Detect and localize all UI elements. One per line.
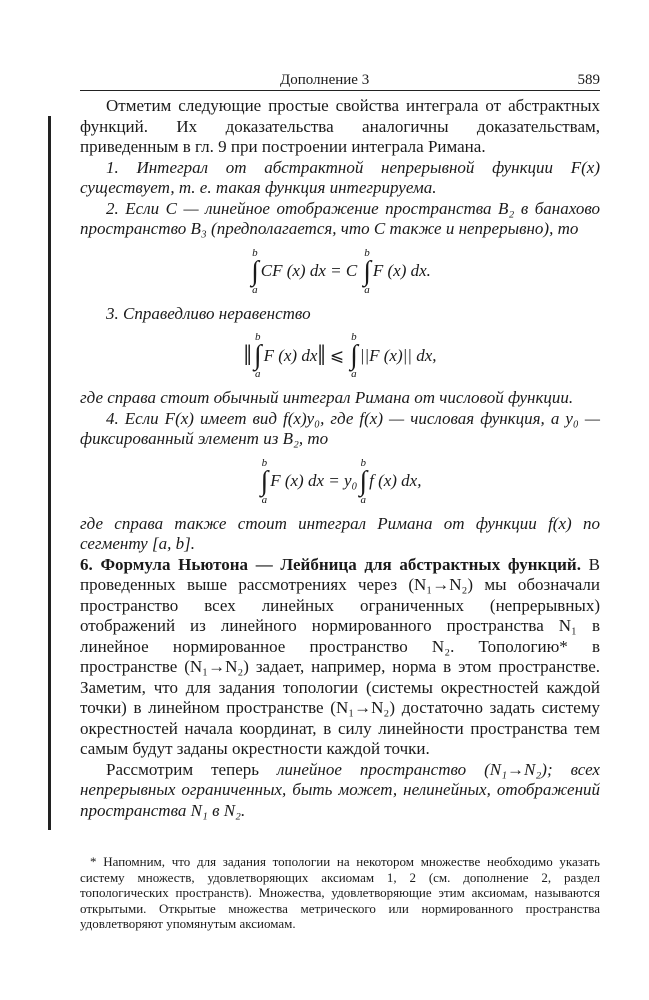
- integral-lower-limit: a: [351, 368, 357, 380]
- formula-3-left: F (x) dx = y₀: [270, 471, 358, 491]
- section-title: 6. Формула Ньютона — Лейбница для абстрактных функций.: [80, 554, 581, 574]
- integral-upper-limit: b: [252, 246, 258, 259]
- footnote: * Напомним, что для задания топологии на некотором множестве необходимо указать систему множеств, удовлетворяющих аксиомам 1, 2 (см. дополнение 2, раздел топологических пространств). Множества, удовлетворяющие этим аксиомам, называются открытыми. Открытые множества метрического или нормированного пространства удовлетворяют упомянутым аксиомам.: [80, 854, 600, 931]
- page-body: [80, 96, 600, 821]
- section-text: В проведенных выше рассмотрениях через (N₁→N₂) мы обозначали пространство всех линейных ограниченных (непрерывных) отображений из линейного нормированного пространства N₁ в линейное нормированное пространство N₂. Топологию* в пространстве (N₁→N₂) задает, например, норма в этом пространстве. Заметим, что для задания топологии (системы окрестностей каждой точки) в линейном пространстве (N₁→N₂) достаточно задать систему окрестностей начала координат, в силу линейности пространства тем самым будут заданы окрестности каждой точки.: [80, 554, 601, 758]
- formula-2-left: F (x) dx: [263, 345, 318, 365]
- closing-italic: линейное пространство (N₁→N₂); всех непрерывных ограниченных, быть может, нелинейных, отображений пространства N₁ в N₂.: [80, 759, 600, 820]
- intro-paragraph: Отметим следующие простые свойства интеграла от абстрактных функций. Их доказательства аналогичны доказательствам, приведенным в гл. 9 при построении интеграла Римана.: [80, 96, 600, 156]
- property-1: 1. Интеграл от абстрактной непрерывной функции F(x) существует, т. е. такая функция интегрируема.: [80, 157, 600, 197]
- formula-2-relation: ⩽: [329, 345, 345, 365]
- closing-lead: Рассмотрим теперь: [106, 759, 259, 779]
- formula-1-left: CF (x) dx = C: [260, 261, 358, 281]
- page-header: [80, 64, 600, 88]
- integral-upper-limit: b: [364, 246, 370, 259]
- formula-3: [80, 456, 600, 508]
- integral-sign: b ∫ a: [363, 246, 371, 296]
- integral-sign: b ∫ a: [350, 331, 358, 380]
- formula-2-right: ||F (x)|| dx,: [359, 345, 437, 365]
- formula-2: ‖ b ∫ a F (x) dx ‖ ⩽ b ∫ a ||F (x)|| dx,: [243, 331, 437, 380]
- formula-1-right: F (x) dx.: [372, 261, 431, 281]
- integral-lower-limit: a: [360, 493, 366, 506]
- integral-lower-limit: a: [261, 493, 268, 506]
- running-title: Дополнение 3: [280, 72, 370, 88]
- formula-1: [80, 246, 600, 298]
- integral-upper-limit: b: [261, 456, 268, 469]
- page-number: 589: [577, 72, 600, 88]
- integral-upper-limit: b: [351, 331, 357, 343]
- closing-paragraph: [80, 760, 600, 822]
- property-3: 3. Справедливо неравенство: [106, 303, 311, 323]
- integral-sign: b ∫ a: [251, 246, 259, 296]
- integral-lower-limit: a: [364, 283, 370, 296]
- integral-sign: b ∫ a: [260, 456, 269, 506]
- integral-sign: b ∫ a: [253, 331, 262, 380]
- integral-upper-limit: b: [255, 331, 261, 343]
- property-3-note: где справа стоит обычный интеграл Римана от числовой функции.: [80, 388, 574, 407]
- property-4: 4. Если F(x) имеет вид f(x)y₀, где f(x) — числовая функция, а y₀ — фиксированный элемент из B₂, то: [80, 408, 600, 448]
- property-4-note: где справа также стоит интеграл Римана от функции f(x) по сегменту [a, b].: [80, 513, 600, 553]
- integral-lower-limit: a: [255, 368, 261, 380]
- property-2: 2. Если C — линейное отображение пространства B₂ в банахово пространство B₃ (предполагается, что C также и непрерывно), то: [80, 198, 600, 238]
- section-6: [80, 555, 600, 760]
- footnotes: [80, 854, 600, 932]
- formula-3-right: f (x) dx,: [369, 471, 422, 491]
- integral-upper-limit: b: [360, 456, 366, 469]
- header-rule: [80, 90, 600, 91]
- integral-lower-limit: a: [252, 283, 258, 296]
- integral-sign: b ∫ a: [359, 456, 368, 506]
- margin-bar: [48, 116, 51, 830]
